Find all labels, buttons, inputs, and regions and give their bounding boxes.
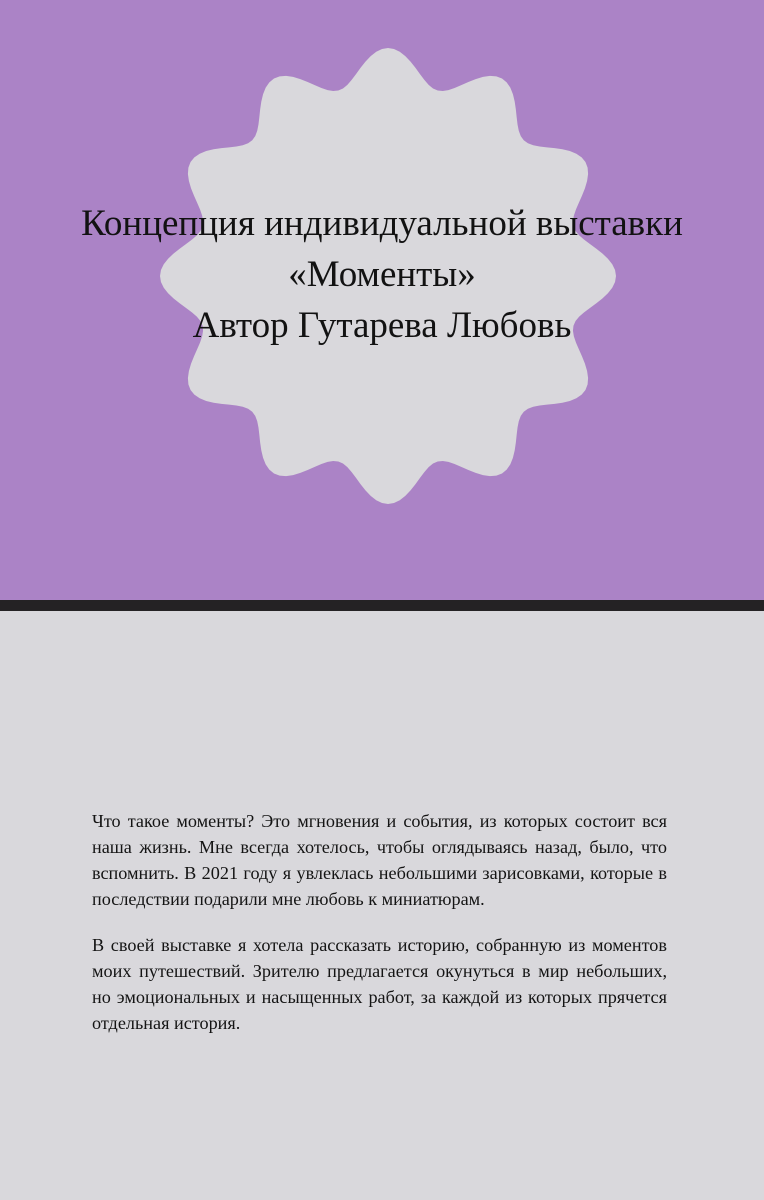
title-line-concept: Концепция индивидуальной выставки [81,203,683,244]
title-line-exhibition-name: «Моменты» [288,254,476,295]
paragraph-exhibition-description: В своей выставке я хотела рассказать историю, собранную из моментов моих путешествий. Зрителю предлагается окунуться в мир небольших, но эмоциональных и насыщенных работ, за каждой из которых прячется отдельная история. [92,935,667,1033]
section-divider [0,600,764,611]
title-line-author: Автор Гутарева Любовь [192,305,572,346]
paragraph-intro: Что такое моменты? Это мгновения и события, из которых состоит вся наша жизнь. Мне всегда хотелось, чтобы оглядываясь назад, было, что вспомнить. В 2021 году я увлеклась небольшими зарисовками, которые в последствии подарили мне любовь к миниатюрам. [92,811,667,909]
concept-text [92,808,667,1056]
exhibition-title [30,198,734,351]
content-panel [0,611,764,1200]
